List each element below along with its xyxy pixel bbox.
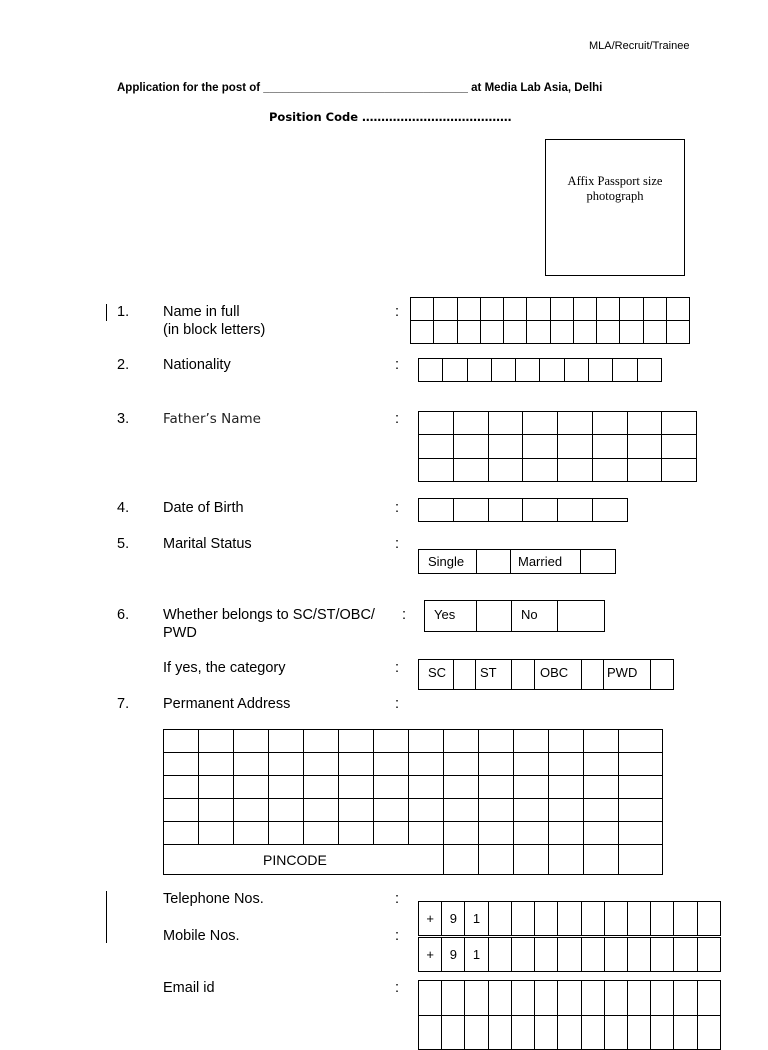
option-single-label-cell — [418, 549, 477, 574]
address-cell[interactable] — [339, 776, 374, 799]
input-cell[interactable] — [674, 938, 697, 972]
address-cell[interactable] — [514, 822, 549, 845]
input-cell[interactable] — [467, 359, 491, 382]
address-cell[interactable] — [234, 799, 269, 822]
input-cell[interactable] — [697, 1015, 720, 1050]
input-cell[interactable] — [523, 412, 558, 435]
mobile-label: Mobile Nos. — [163, 928, 240, 944]
address-cell[interactable] — [269, 753, 304, 776]
input-cell[interactable] — [589, 359, 613, 382]
address-cell[interactable] — [584, 822, 619, 845]
option-married-label: Married — [518, 554, 563, 569]
input-cell[interactable] — [627, 458, 662, 481]
colon: : — [395, 357, 400, 373]
address-cell[interactable] — [304, 822, 339, 845]
name-input-grid[interactable] — [410, 297, 690, 344]
input-cell[interactable] — [643, 321, 666, 344]
input-cell[interactable] — [550, 298, 573, 321]
input-cell[interactable] — [434, 298, 457, 321]
address-cell[interactable] — [374, 753, 409, 776]
input-cell[interactable] — [604, 902, 627, 936]
address-cell[interactable] — [269, 730, 304, 753]
field-number-father: 3. — [117, 411, 130, 427]
field-number-category: 6. — [117, 607, 130, 623]
address-cell[interactable] — [444, 799, 479, 822]
name-sublabel: (in block letters) — [163, 322, 266, 338]
address-cell[interactable] — [549, 822, 584, 845]
input-cell[interactable] — [558, 938, 581, 972]
mobile-input-grid[interactable] — [418, 937, 721, 972]
input-cell[interactable] — [419, 359, 443, 382]
input-cell[interactable] — [442, 981, 465, 1016]
option-single-checkbox[interactable] — [476, 549, 511, 574]
option-married-label-cell — [510, 549, 581, 574]
category-question-label: Whether belongs to SC/ST/OBC/ — [163, 607, 375, 623]
input-cell[interactable] — [697, 902, 720, 936]
address-cell[interactable] — [409, 776, 444, 799]
input-cell[interactable] — [592, 435, 627, 458]
input-cell[interactable] — [419, 412, 454, 435]
input-cell[interactable] — [434, 321, 457, 344]
input-cell[interactable] — [604, 981, 627, 1016]
input-cell[interactable] — [674, 902, 697, 936]
option-obc-label: OBC — [540, 665, 569, 680]
input-cell[interactable] — [488, 938, 511, 972]
address-cell[interactable] — [199, 730, 234, 753]
option-yes-label-cell — [424, 600, 477, 632]
pincode-cell[interactable] — [549, 845, 584, 875]
input-cell[interactable] — [581, 902, 604, 936]
address-cell[interactable] — [164, 776, 199, 799]
input-cell[interactable] — [620, 298, 643, 321]
address-cell[interactable] — [584, 730, 619, 753]
input-cell[interactable] — [662, 412, 697, 435]
address-cell[interactable] — [479, 822, 514, 845]
option-sc-label: SC — [428, 665, 447, 680]
father-name-label: Father’s Name — [163, 411, 261, 427]
address-cell[interactable] — [234, 822, 269, 845]
category-label: If yes, the category — [163, 660, 286, 676]
input-cell[interactable] — [627, 435, 662, 458]
address-cell[interactable] — [164, 799, 199, 822]
pincode-cell[interactable] — [514, 845, 549, 875]
email-label: Email id — [163, 980, 215, 996]
input-cell[interactable] — [550, 321, 573, 344]
field-number-name: 1. — [117, 304, 130, 320]
address-cell[interactable] — [234, 776, 269, 799]
input-cell[interactable] — [457, 321, 480, 344]
address-cell[interactable] — [199, 753, 234, 776]
country-code-cell: 1 — [465, 938, 488, 972]
input-cell[interactable] — [666, 321, 689, 344]
address-cell[interactable] — [199, 799, 234, 822]
input-cell[interactable] — [558, 458, 593, 481]
input-cell[interactable] — [523, 435, 558, 458]
address-cell[interactable] — [374, 730, 409, 753]
input-cell[interactable] — [442, 1015, 465, 1050]
address-cell[interactable] — [409, 822, 444, 845]
option-st-checkbox[interactable] — [511, 659, 535, 690]
input-cell[interactable] — [620, 321, 643, 344]
input-cell[interactable] — [627, 1015, 650, 1050]
address-cell[interactable] — [339, 730, 374, 753]
input-cell[interactable] — [597, 298, 620, 321]
input-cell[interactable] — [697, 938, 720, 972]
revision-bar — [106, 304, 107, 321]
dob-label: Date of Birth — [163, 500, 244, 516]
address-cell[interactable] — [409, 799, 444, 822]
input-cell[interactable] — [581, 1015, 604, 1050]
option-single-label: Single — [428, 554, 465, 569]
option-st-label: ST — [480, 665, 497, 680]
position-code-line: Position Code ………………………………… — [269, 110, 512, 124]
input-cell[interactable] — [465, 1015, 488, 1050]
option-no-label: No — [521, 607, 538, 622]
dob-input-grid[interactable] — [418, 498, 628, 522]
input-cell[interactable] — [488, 981, 511, 1016]
input-cell[interactable] — [651, 1015, 674, 1050]
address-cell[interactable] — [234, 730, 269, 753]
colon: : — [395, 891, 400, 907]
option-sc-label-cell — [418, 659, 454, 690]
input-cell[interactable] — [581, 938, 604, 972]
input-cell[interactable] — [419, 458, 454, 481]
input-cell[interactable] — [697, 981, 720, 1016]
address-cell[interactable] — [619, 730, 663, 753]
photo-box-instruction: Affix Passport size photograph — [567, 174, 663, 203]
address-cell[interactable] — [444, 753, 479, 776]
input-cell[interactable] — [443, 359, 467, 382]
colon: : — [395, 980, 400, 996]
address-cell[interactable] — [234, 753, 269, 776]
address-cell[interactable] — [199, 822, 234, 845]
input-cell[interactable] — [453, 499, 488, 522]
input-cell[interactable] — [558, 981, 581, 1016]
pincode-cell[interactable] — [619, 845, 663, 875]
address-cell[interactable] — [619, 753, 663, 776]
input-cell[interactable] — [573, 321, 596, 344]
field-number-dob: 4. — [117, 500, 130, 516]
input-cell[interactable] — [651, 981, 674, 1016]
address-cell[interactable] — [409, 730, 444, 753]
input-cell[interactable] — [480, 298, 503, 321]
father-name-input-grid[interactable] — [418, 411, 697, 482]
address-cell[interactable] — [584, 753, 619, 776]
field-number-address: 7. — [117, 696, 130, 712]
input-cell[interactable] — [627, 412, 662, 435]
option-obc-label-cell — [534, 659, 582, 690]
country-code-cell: + — [419, 938, 442, 972]
option-yes-checkbox[interactable] — [476, 600, 512, 632]
address-cell[interactable] — [164, 753, 199, 776]
input-cell[interactable] — [419, 435, 454, 458]
input-cell[interactable] — [581, 981, 604, 1016]
address-cell[interactable] — [199, 776, 234, 799]
input-cell[interactable] — [523, 458, 558, 481]
input-cell[interactable] — [419, 1015, 442, 1050]
field-number-marital: 5. — [117, 536, 130, 552]
address-cell[interactable] — [479, 753, 514, 776]
input-cell[interactable] — [535, 1015, 558, 1050]
input-cell[interactable] — [488, 1015, 511, 1050]
address-cell[interactable] — [269, 776, 304, 799]
marital-status-label: Marital Status — [163, 536, 252, 552]
input-cell[interactable] — [453, 458, 488, 481]
name-label: Name in full — [163, 304, 240, 320]
pincode-label: PINCODE — [164, 845, 444, 875]
colon: : — [402, 607, 407, 623]
colon: : — [395, 928, 400, 944]
input-cell[interactable] — [511, 981, 534, 1016]
input-cell[interactable] — [592, 458, 627, 481]
address-cell[interactable] — [549, 799, 584, 822]
address-cell[interactable] — [584, 799, 619, 822]
revision-bar — [106, 891, 107, 943]
input-cell[interactable] — [527, 298, 550, 321]
input-cell[interactable] — [592, 412, 627, 435]
option-no-checkbox[interactable] — [557, 600, 605, 632]
option-yes-label: Yes — [434, 607, 456, 622]
option-married-checkbox[interactable] — [580, 549, 616, 574]
address-cell[interactable] — [514, 730, 549, 753]
input-cell[interactable] — [662, 435, 697, 458]
address-cell[interactable] — [304, 753, 339, 776]
pincode-cell[interactable] — [444, 845, 479, 875]
country-code-cell: + — [419, 902, 442, 936]
country-code-cell: 9 — [442, 938, 465, 972]
address-cell[interactable] — [304, 730, 339, 753]
option-pwd-label: PWD — [607, 665, 638, 680]
address-cell[interactable] — [514, 776, 549, 799]
country-code-cell: 9 — [442, 902, 465, 936]
input-cell[interactable] — [651, 902, 674, 936]
option-pwd-checkbox[interactable] — [650, 659, 674, 690]
address-cell[interactable] — [514, 753, 549, 776]
address-cell[interactable] — [549, 776, 584, 799]
input-cell[interactable] — [613, 359, 637, 382]
input-cell[interactable] — [674, 1015, 697, 1050]
pincode-cell[interactable] — [479, 845, 514, 875]
colon: : — [395, 500, 400, 516]
address-cell[interactable] — [584, 776, 619, 799]
colon: : — [395, 536, 400, 552]
input-cell[interactable] — [662, 458, 697, 481]
input-cell[interactable] — [637, 359, 661, 382]
input-cell[interactable] — [504, 298, 527, 321]
option-st-label-cell — [475, 659, 512, 690]
address-cell[interactable] — [479, 776, 514, 799]
input-cell[interactable] — [558, 412, 593, 435]
input-cell[interactable] — [511, 938, 534, 972]
address-cell[interactable] — [374, 799, 409, 822]
address-cell[interactable] — [619, 822, 663, 845]
field-number-nationality: 2. — [117, 357, 130, 373]
address-cell[interactable] — [304, 799, 339, 822]
address-cell[interactable] — [339, 822, 374, 845]
address-label: Permanent Address — [163, 696, 291, 712]
colon: : — [395, 411, 400, 427]
email-input-grid[interactable] — [418, 980, 721, 1050]
input-cell[interactable] — [480, 321, 503, 344]
address-cell[interactable] — [444, 822, 479, 845]
address-cell[interactable] — [549, 730, 584, 753]
address-cell[interactable] — [164, 822, 199, 845]
address-cell[interactable] — [444, 730, 479, 753]
input-cell[interactable] — [411, 298, 434, 321]
option-pwd-label-cell — [603, 659, 651, 690]
address-cell[interactable] — [409, 753, 444, 776]
input-cell[interactable] — [511, 902, 534, 936]
input-cell[interactable] — [666, 298, 689, 321]
input-cell[interactable] — [453, 412, 488, 435]
input-cell[interactable] — [411, 321, 434, 344]
input-cell[interactable] — [573, 298, 596, 321]
address-cell[interactable] — [619, 799, 663, 822]
input-cell[interactable] — [488, 902, 511, 936]
form-reference-code: MLA/Recruit/Trainee — [589, 40, 690, 52]
option-no-label-cell — [511, 600, 558, 632]
input-cell[interactable] — [488, 499, 523, 522]
input-cell[interactable] — [558, 902, 581, 936]
telephone-input-grid[interactable] — [418, 901, 721, 936]
address-cell[interactable] — [304, 776, 339, 799]
address-cell[interactable] — [339, 753, 374, 776]
option-obc-checkbox[interactable] — [581, 659, 604, 690]
address-cell[interactable] — [374, 776, 409, 799]
address-cell[interactable] — [269, 799, 304, 822]
input-cell[interactable] — [593, 499, 628, 522]
input-cell[interactable] — [604, 1015, 627, 1050]
input-cell[interactable] — [527, 321, 550, 344]
input-cell[interactable] — [674, 981, 697, 1016]
address-cell[interactable] — [164, 730, 199, 753]
input-cell[interactable] — [535, 902, 558, 936]
input-cell[interactable] — [504, 321, 527, 344]
input-cell[interactable] — [564, 359, 588, 382]
input-cell[interactable] — [627, 981, 650, 1016]
application-post-line: Application for the post of ________________________________ at Media Lab Asia, Delhi — [117, 82, 603, 94]
address-input-grid[interactable] — [163, 729, 663, 875]
passport-photo-box[interactable] — [545, 139, 685, 276]
nationality-input-grid[interactable] — [418, 358, 662, 382]
address-cell[interactable] — [619, 776, 663, 799]
input-cell[interactable] — [535, 938, 558, 972]
address-cell[interactable] — [339, 799, 374, 822]
colon: : — [395, 696, 400, 712]
input-cell[interactable] — [643, 298, 666, 321]
input-cell[interactable] — [558, 499, 593, 522]
telephone-label: Telephone Nos. — [163, 891, 264, 907]
input-cell[interactable] — [558, 435, 593, 458]
input-cell[interactable] — [419, 499, 454, 522]
input-cell[interactable] — [465, 981, 488, 1016]
address-cell[interactable] — [549, 753, 584, 776]
address-cell[interactable] — [479, 799, 514, 822]
input-cell[interactable] — [523, 499, 558, 522]
input-cell[interactable] — [540, 359, 564, 382]
address-cell[interactable] — [374, 822, 409, 845]
input-cell[interactable] — [516, 359, 540, 382]
input-cell[interactable] — [604, 938, 627, 972]
input-cell[interactable] — [453, 435, 488, 458]
option-sc-checkbox[interactable] — [453, 659, 476, 690]
address-cell[interactable] — [479, 730, 514, 753]
address-cell[interactable] — [444, 776, 479, 799]
input-cell[interactable] — [651, 938, 674, 972]
input-cell[interactable] — [488, 412, 523, 435]
input-cell[interactable] — [491, 359, 515, 382]
input-cell[interactable] — [457, 298, 480, 321]
input-cell[interactable] — [419, 981, 442, 1016]
address-cell[interactable] — [269, 822, 304, 845]
input-cell[interactable] — [627, 938, 650, 972]
input-cell[interactable] — [558, 1015, 581, 1050]
pincode-cell[interactable] — [584, 845, 619, 875]
country-code-cell: 1 — [465, 902, 488, 936]
category-question-label-cont: PWD — [163, 625, 197, 641]
input-cell[interactable] — [488, 458, 523, 481]
input-cell[interactable] — [627, 902, 650, 936]
input-cell[interactable] — [488, 435, 523, 458]
input-cell[interactable] — [597, 321, 620, 344]
colon: : — [395, 304, 400, 320]
nationality-label: Nationality — [163, 357, 231, 373]
colon: : — [395, 660, 400, 676]
input-cell[interactable] — [511, 1015, 534, 1050]
address-cell[interactable] — [514, 799, 549, 822]
input-cell[interactable] — [535, 981, 558, 1016]
